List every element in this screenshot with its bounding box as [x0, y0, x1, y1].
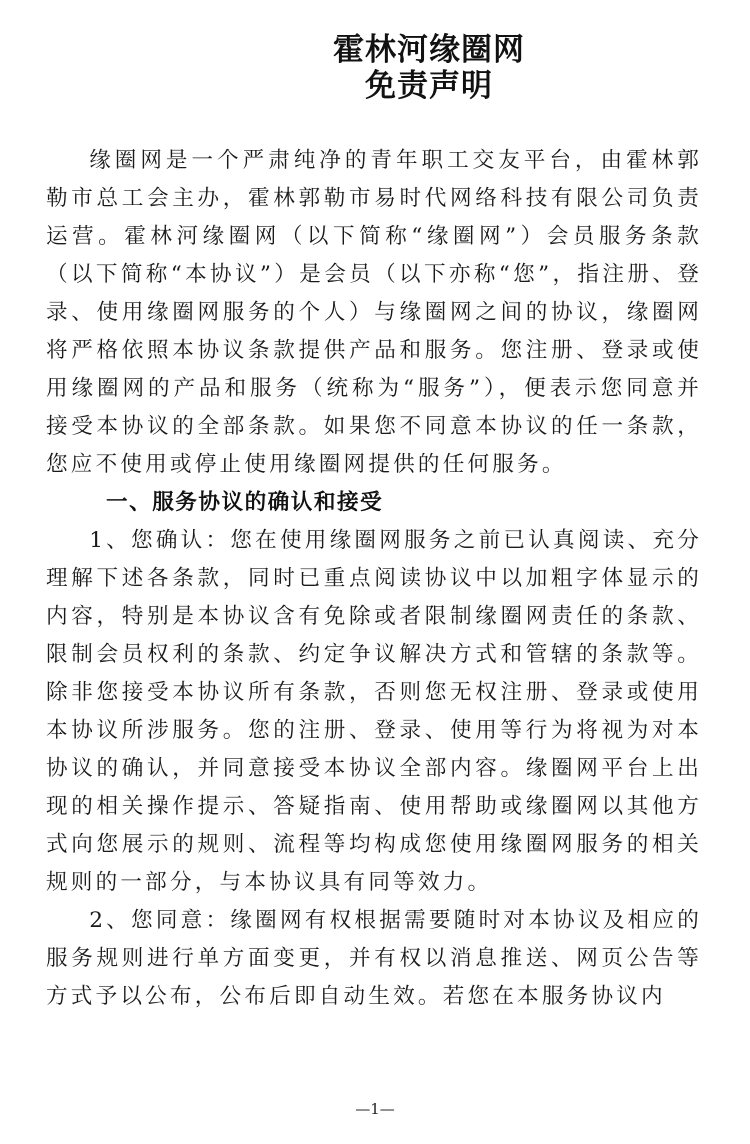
title-line-2: 免责声明 [365, 68, 493, 104]
clause-2-paragraph: 2、您同意：缘圈网有权根据需要随时对本协议及相应的服务规则进行单方面变更，并有权以消息推送、网页公告等方式予以公布，公布后即自动生效。若您在本服务协议内 [46, 908, 702, 1009]
title-line-1: 霍林河缘圈网 [333, 32, 525, 68]
intro-paragraph: 缘圈网是一个严肃纯净的青年职工交友平台，由霍林郭勒市总工会主办，霍林郭勒市易时代网络科技有限公司负责运营。霍林河缘圈网（以下简称“缘圈网”）会员服务条款（以下简称“本协议”）是会员（以下亦称“您”，指注册、登录、使用缘圈网服务的个人）与缘圈网之间的协议，缘圈网将严格依照本协议条款提供产品和服务。您注册、登录或使用缘圈网的产品和服务（统称为“服务”），便表示您同意并接受本协议的全部条款。如果您不同意本协议的任一条款，您应不使用或停止使用缘圈网提供的任何服务。 [46, 148, 702, 477]
document-title [46, 32, 702, 104]
page-number: —1— [355, 1100, 395, 1118]
section-1-heading: 一、服务协议的确认和接受 [106, 490, 384, 515]
clause-1-paragraph: 1、您确认：您在使用缘圈网服务之前已认真阅读、充分理解下述各条款，同时已重点阅读协议中以加粗字体显示的内容，特别是本协议含有免除或者限制缘圈网责任的条款、限制会员权利的条款、约定争议解决方式和管辖的条款等。除非您接受本协议所有条款，否则您无权注册、登录或使用本协议所涉服务。您的注册、登录、使用等行为将视为对本协议的确认，并同意接受本协议全部内容。缘圈网平台上出现的相关操作提示、答疑指南、使用帮助或缘圈网以其他方式向您展示的规则、流程等均构成您使用缘圈网服务的相关规则的一部分，与本协议具有同等效力。 [46, 528, 702, 895]
